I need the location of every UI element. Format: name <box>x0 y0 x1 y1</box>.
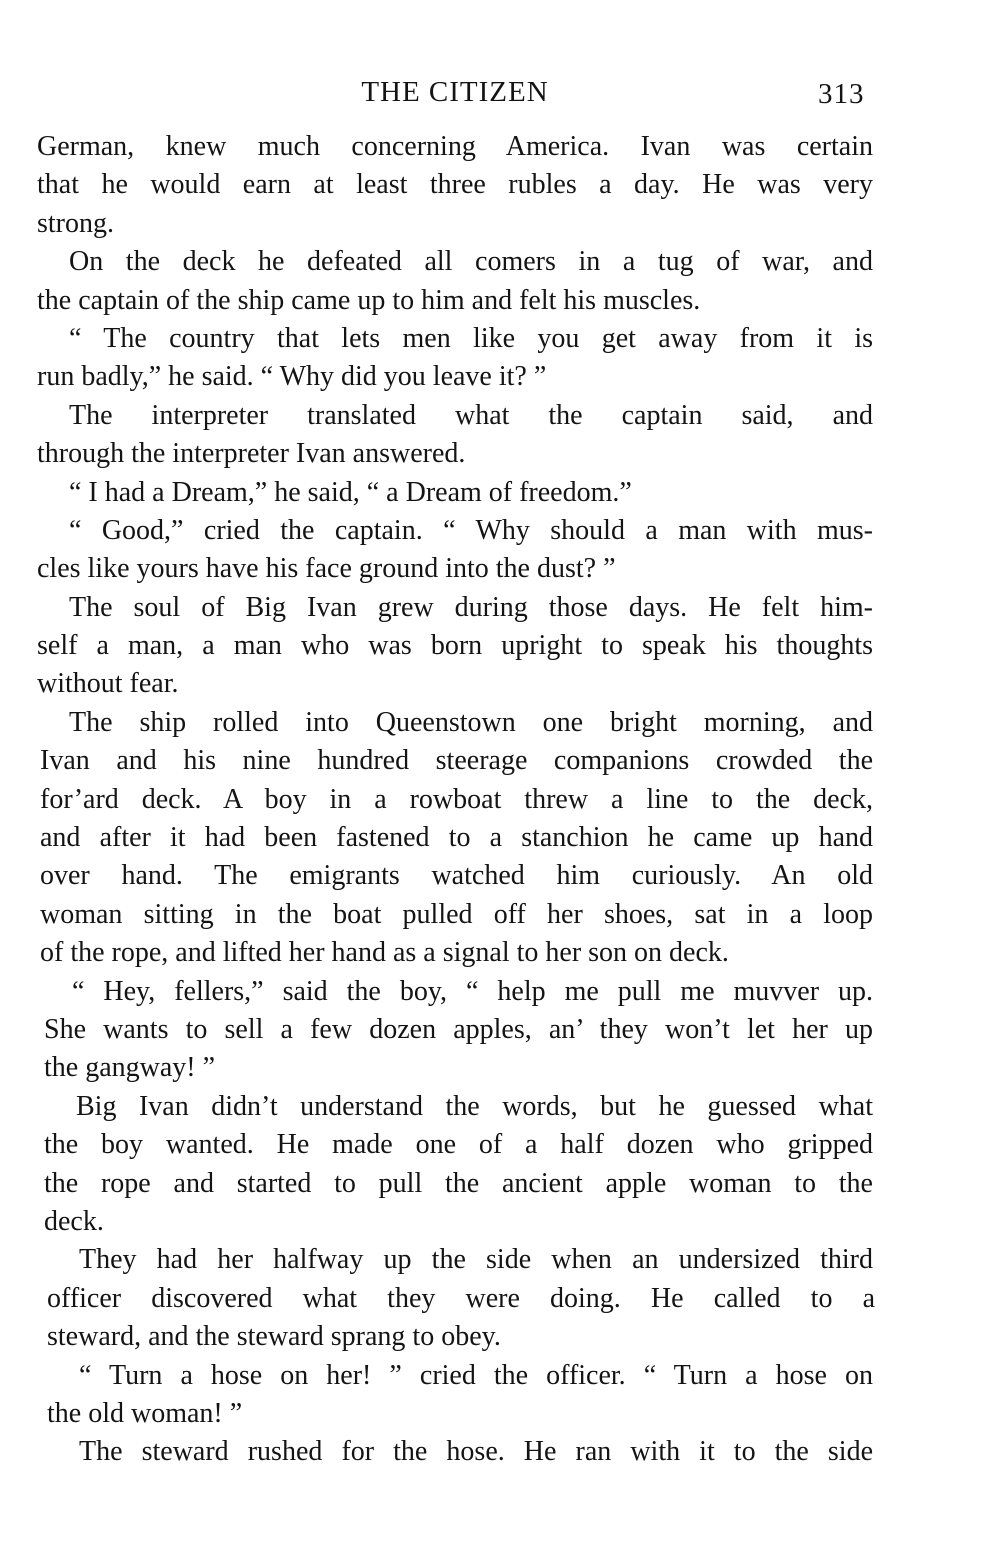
text-line: the gangway! ” <box>44 1052 216 1084</box>
text-line: the old woman! ” <box>47 1397 243 1429</box>
text-line: German, knew much concerning America. Ivan was certain <box>37 131 873 162</box>
page-number: 313 <box>818 78 865 110</box>
text-line: The ship rolled into Queenstown one bright morning, and <box>69 706 873 738</box>
text-line: for’ard deck. A boy in a rowboat threw a line to the deck, <box>40 783 873 815</box>
text-line: The soul of Big Ivan grew during those days. He felt him- <box>69 591 873 623</box>
text-line: officer discovered what they were doing. He called to a <box>47 1282 875 1314</box>
text-line: woman sitting in the boat pulled off her shoes, sat in a loop <box>40 898 873 930</box>
text-line: On the deck he defeated all comers in a tug of war, and <box>69 246 873 278</box>
body-text <box>37 128 873 1472</box>
text-line: run badly,” he said. “ Why did you leave it? ” <box>37 361 547 393</box>
text-line: The interpreter translated what the captain said, and <box>69 399 873 431</box>
text-line: “ Good,” cried the captain. “ Why should a man with mus- <box>69 514 873 546</box>
text-line: the captain of the ship came up to him and felt his muscles. <box>37 284 701 316</box>
text-line: that he would earn at least three rubles a day. He was very <box>37 169 873 201</box>
text-line: the boy wanted. He made one of a half dozen who gripped <box>44 1129 873 1161</box>
text-line: without fear. <box>37 668 179 700</box>
text-line: deck. <box>44 1205 104 1237</box>
text-line: of the rope, and lifted her hand as a signal to her son on deck. <box>40 937 729 969</box>
text-line: and after it had been fastened to a stanchion he came up hand <box>40 822 873 854</box>
text-line: cles like yours have his face ground into the dust? ” <box>37 553 616 585</box>
text-line: Big Ivan didn’t understand the words, but he guessed what <box>76 1090 873 1122</box>
text-line: Ivan and his nine hundred steerage companions crowded the <box>40 745 873 777</box>
text-line: They had her halfway up the side when an undersized third <box>79 1244 873 1276</box>
text-line: self a man, a man who was born upright to speak his thoughts <box>37 630 873 662</box>
text-line: “ I had a Dream,” he said, “ a Dream of freedom.” <box>69 476 632 508</box>
text-line: “ Hey, fellers,” said the boy, “ help me pull me muvver up. <box>72 975 873 1007</box>
running-title: THE CITIZEN <box>361 76 549 108</box>
text-line: “ The country that lets men like you get away from it is <box>69 322 873 354</box>
text-line: The steward rushed for the hose. He ran with it to the side <box>79 1436 873 1468</box>
text-line: steward, and the steward sprang to obey. <box>47 1321 501 1353</box>
text-line: over hand. The emigrants watched him curiously. An old <box>40 860 873 892</box>
text-line: “ Turn a hose on her! ” cried the officer. “ Turn a hose on <box>79 1359 873 1391</box>
text-line: She wants to sell a few dozen apples, an’ they won’t let her up <box>44 1013 873 1045</box>
text-line: strong. <box>37 207 114 239</box>
text-line: the rope and started to pull the ancient apple woman to the <box>44 1167 873 1199</box>
text-line: through the interpreter Ivan answered. <box>37 438 466 470</box>
